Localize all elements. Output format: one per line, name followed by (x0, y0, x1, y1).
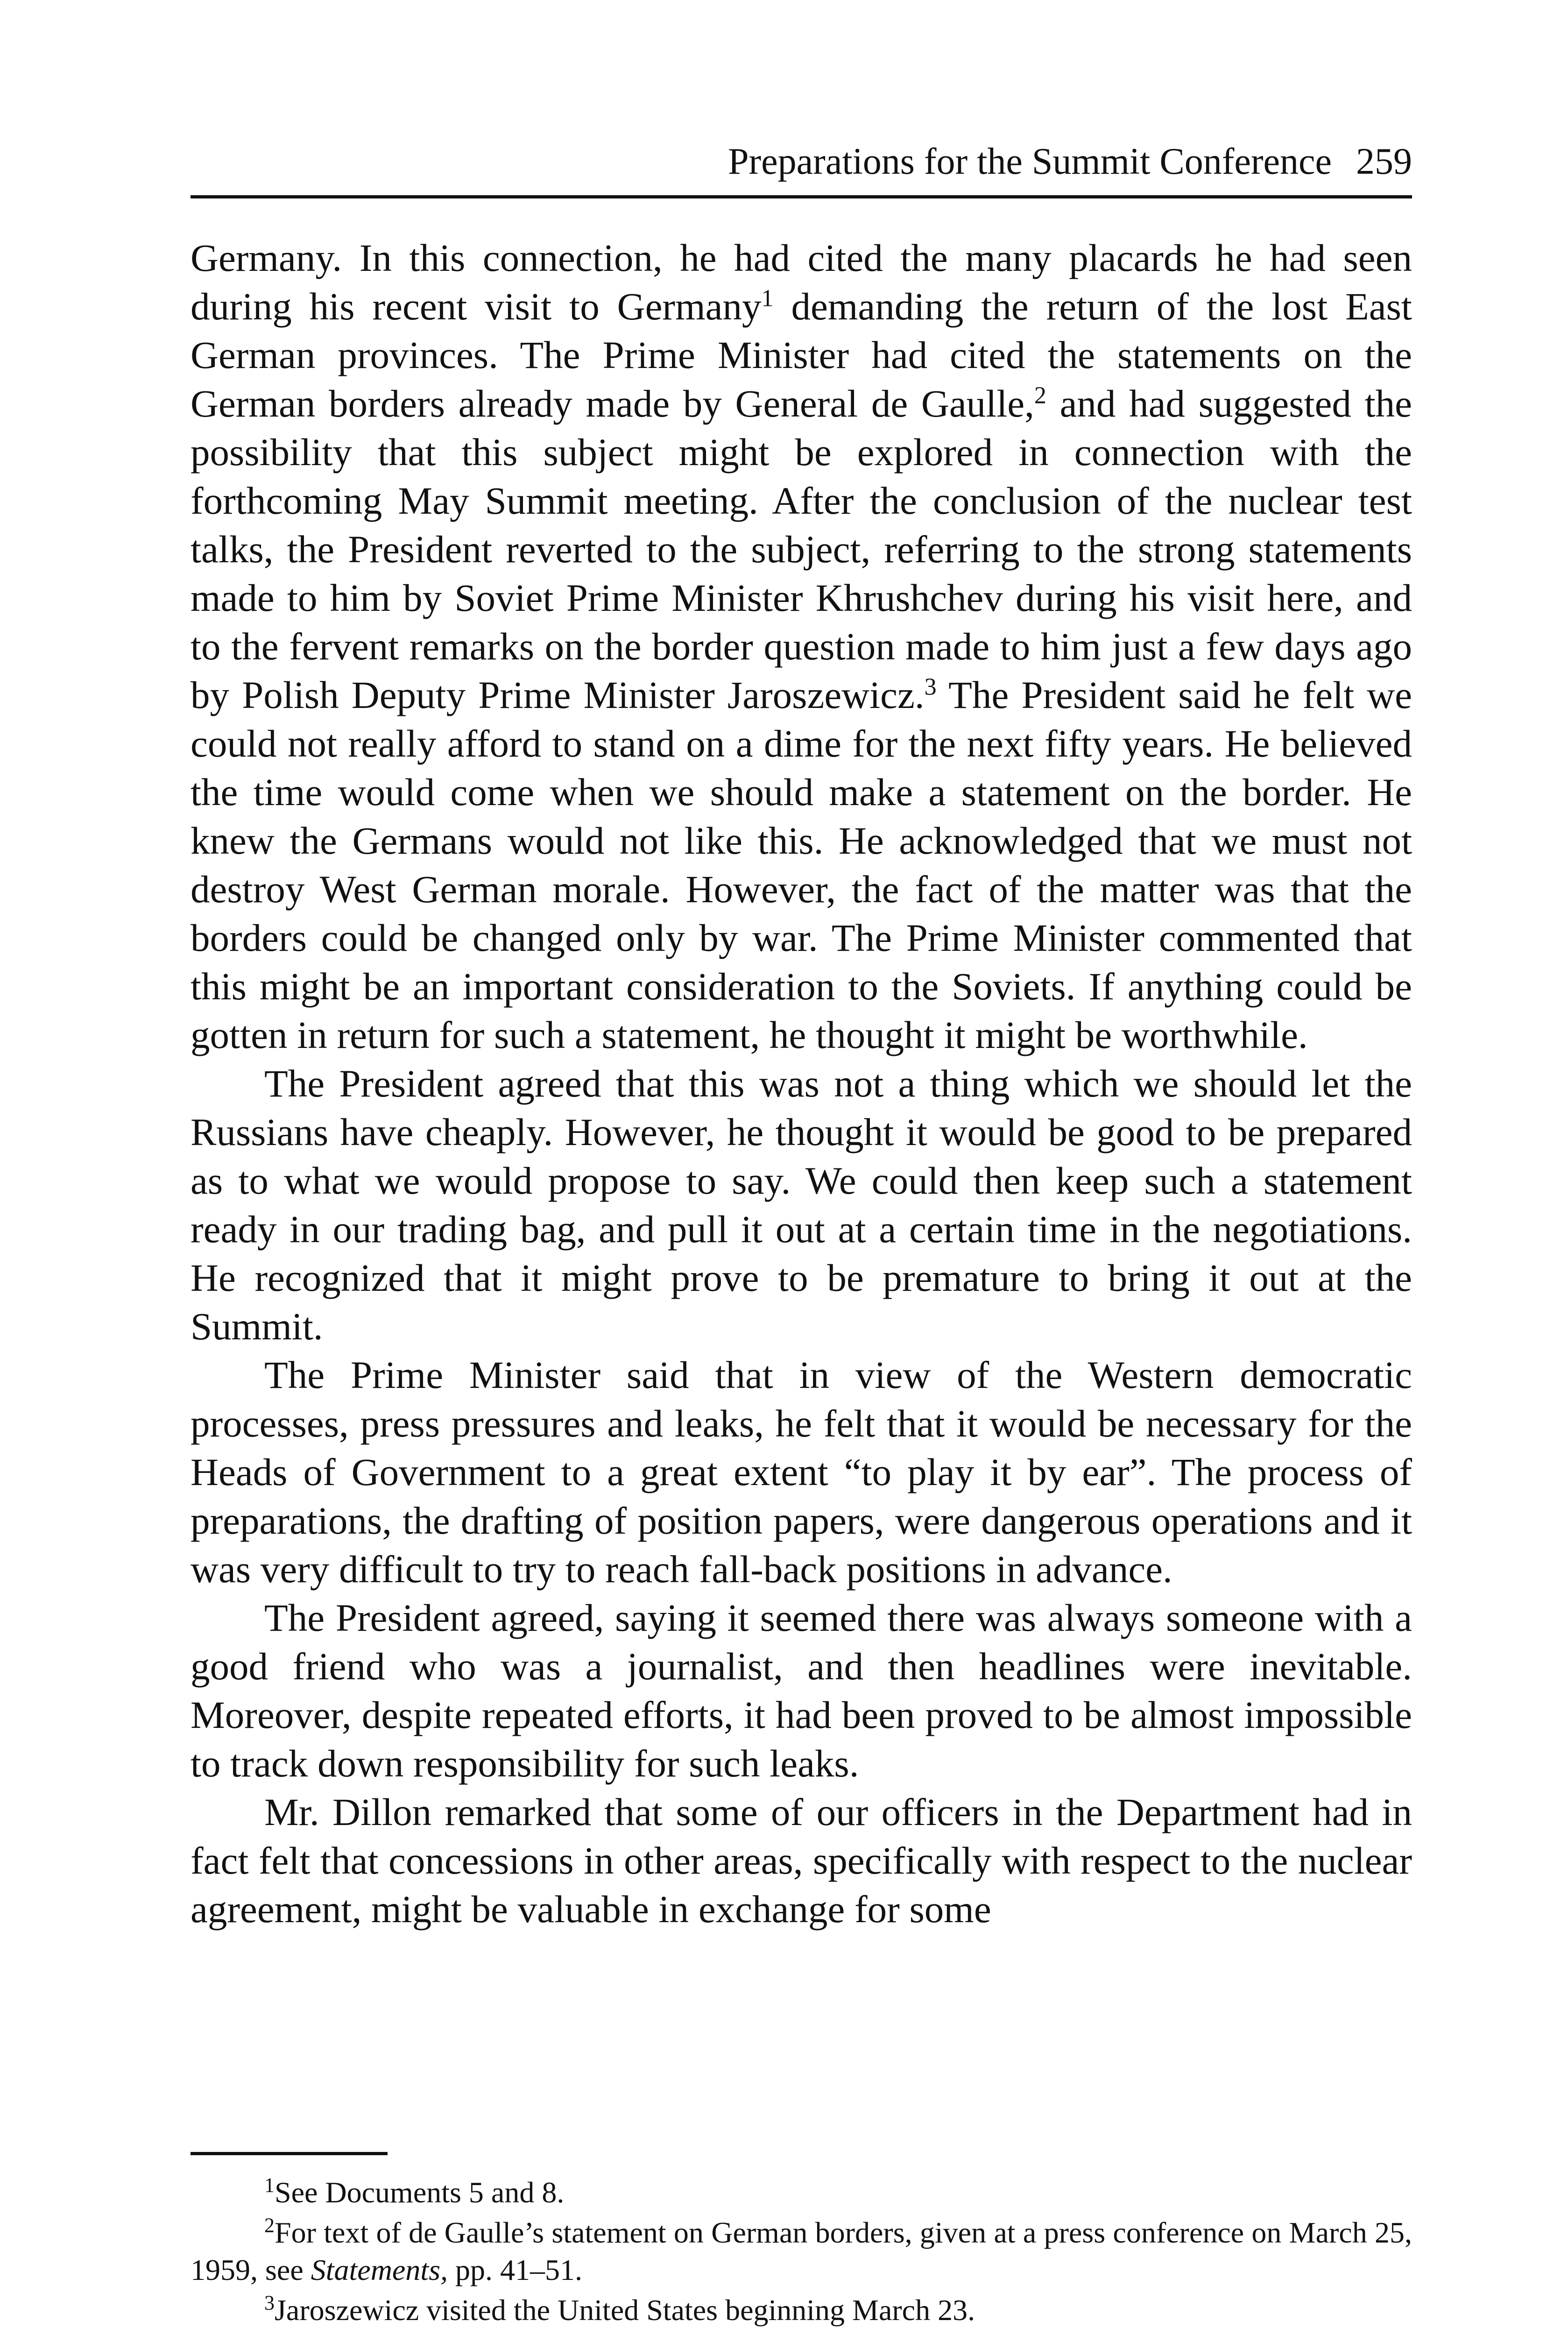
paragraph-1-part-b: demanding the return of the lost East German provinces. The Prime Minister had cited the statements on the German borders already made by General de Gaulle, (191, 285, 1412, 425)
page-number: 259 (1356, 141, 1412, 182)
paragraph-1-part-a: Germany. In this connection, he had cited the many placards he had seen during his recent visit to Germany (191, 236, 1412, 328)
footnote-rule (191, 2152, 388, 2155)
footnote-2-text: For text of de Gaulle’s statement on German borders, given at a press conference on March 25, 1959, see (191, 2216, 1412, 2286)
footnote-1 (191, 2174, 1412, 2211)
paragraph-4: The President agreed, saying it seemed there was always someone with a good friend who was a journalist, and then headlines were inevitable. Moreover, despite repeated efforts, it had been proved to be almost impossible to track down responsibility for such leaks. (191, 1596, 1412, 1785)
footnote-1-text: See Documents 5 and 8. (275, 2176, 565, 2209)
paragraph-5: Mr. Dillon remarked that some of our officers in the Department had in fact felt that concessions in other areas, specifically with respect to the nuclear agreement, might be valuable in exchange for some (191, 1790, 1412, 1931)
body-text (191, 234, 1412, 1933)
paragraph-1 (191, 234, 1412, 1059)
running-head (191, 134, 1412, 190)
header-rule (191, 195, 1412, 198)
footnote-3-text: Jaroszewicz visited the United States beginning March 23. (275, 2293, 975, 2327)
footnote-2 (191, 2214, 1412, 2289)
footnote-3 (191, 2292, 1412, 2329)
paragraph-1-part-d: The President said he felt we could not really afford to stand on a dime for the next fifty years. He believed the time would come when we should make a statement on the border. He knew the Germans would not like this. He acknowledged that we must not destroy West German morale. However, the fact of the matter was that the borders could be changed only by war. The Prime Minister commented that this might be an important consideration to the Soviets. If anything could be gotten in return for such a statement, he thought it might be worthwhile. (191, 673, 1412, 1056)
paragraph-3: The Prime Minister said that in view of the Western democratic processes, press pressures and leaks, he felt that it would be necessary for the Heads of Government to a great extent “to play it by ear”. The process of preparations, the drafting of position papers, were dangerous operations and it was very difficult to try to reach fall-back positions in advance. (191, 1353, 1412, 1591)
paragraph-2: The President agreed that this was not a thing which we should let the Russians have cheaply. However, he thought it would be good to be prepared as to what we would propose to say. We could then keep such a statement ready in our trading bag, and pull it out at a certain time in the negotiations. He recognized that it might prove to be premature to bring it out at the Summit. (191, 1062, 1412, 1348)
footnote-2-pages: pp. 41–51. (448, 2253, 582, 2286)
paragraph-1-part-c: and had suggested the possibility that this subject might be explored in connection with the forthcoming May Summit meeting. After the conclusion of the nuclear test talks, the President reverted to the subject, referring to the strong statements made to him by Soviet Prime Minister Khrushchev during his visit here, and to the fervent remarks on the border question made to him just a few days ago by Polish Deputy Prime Minister Jaroszewicz. (191, 382, 1412, 716)
footnotes (191, 2174, 1412, 2332)
footnote-ref-2: 2 (1034, 382, 1046, 409)
footnote-1-number: 1 (264, 2173, 275, 2197)
footnote-3-number: 3 (264, 2291, 275, 2314)
footnote-2-number: 2 (264, 2214, 275, 2237)
footnote-ref-3: 3 (924, 673, 937, 700)
footnote-ref-1: 1 (761, 285, 774, 312)
footnote-2-source-title: Statements, (311, 2253, 448, 2286)
running-head-title: Preparations for the Summit Conference (728, 141, 1332, 182)
